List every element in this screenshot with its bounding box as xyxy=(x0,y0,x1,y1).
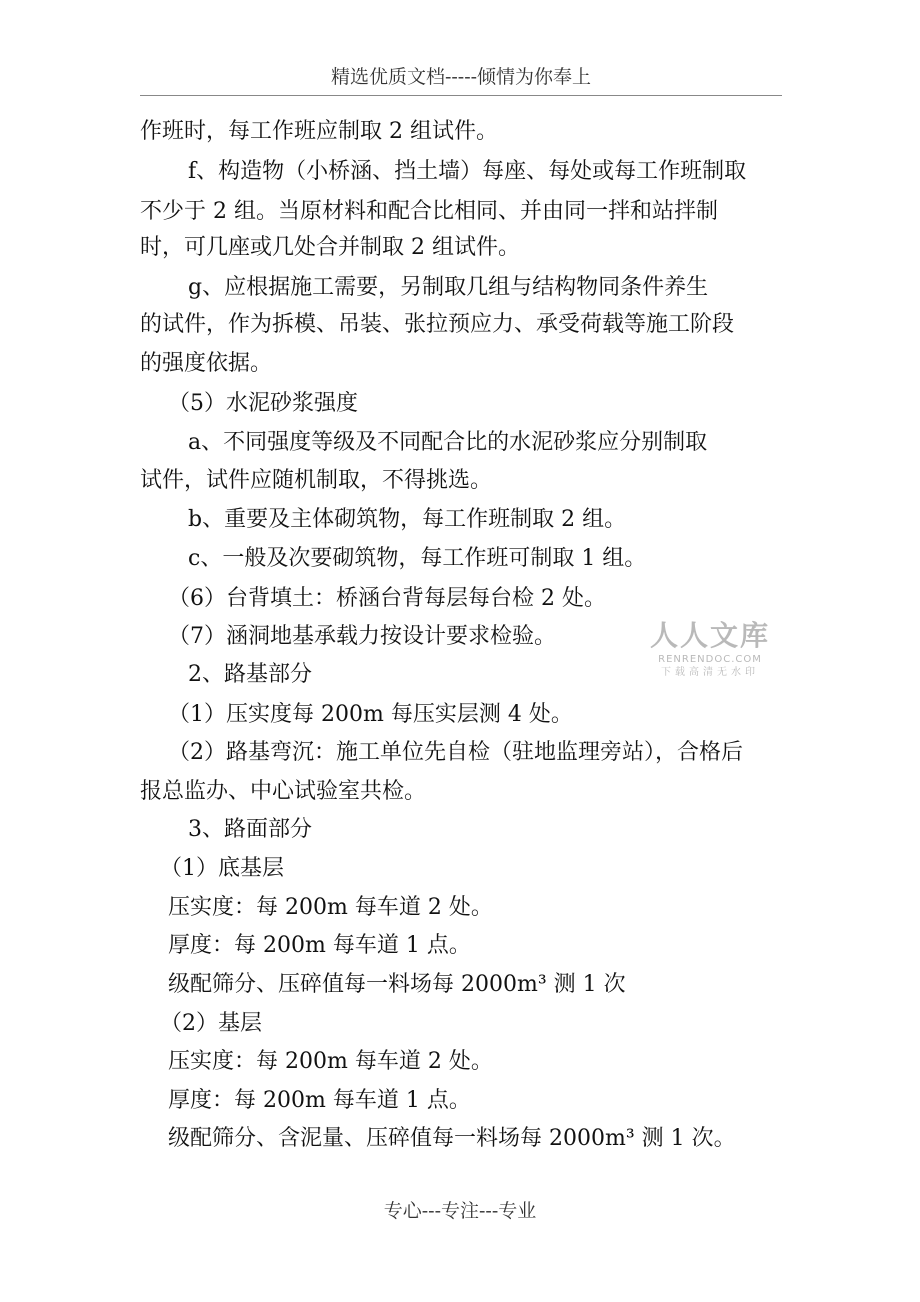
text-line: 不少于 2 组。当原材料和配合比相同、并由同一拌和站拌制 xyxy=(140,199,718,224)
section-heading: （5）水泥砂浆强度 xyxy=(168,391,358,416)
text-line: （2）路基弯沉：施工单位先自检（驻地监理旁站），合格后 xyxy=(168,740,743,765)
text-line: （6）台背填土：桥涵台背每层每台检 2 处。 xyxy=(168,586,606,611)
text-line: 时，可几座或几处合并制取 2 组试件。 xyxy=(140,235,520,260)
text-line: 级配筛分、压碎值每一料场每 2000m³ 测 1 次 xyxy=(168,972,626,997)
text-line: c、一般及次要砌筑物，每工作班可制取 1 组。 xyxy=(188,546,647,571)
watermark-slogan: 下载高清无水印 xyxy=(661,667,759,678)
page-header: 精选优质文档-----倾情为你奉上 xyxy=(140,62,782,96)
text-line: f、构造物（小桥涵、挡土墙）每座、每处或每工作班制取 xyxy=(188,159,747,184)
text-line: a、不同强度等级及不同配合比的水泥砂浆应分别制取 xyxy=(188,430,708,455)
watermark-domain: RENRENDOC.COM xyxy=(658,654,762,665)
section-heading: 2、路基部分 xyxy=(188,662,312,687)
text-line: 报总监办、中心试验室共检。 xyxy=(140,779,427,804)
text-line: 的强度依据。 xyxy=(140,351,273,376)
text-line: g、应根据施工需要，另制取几组与结构物同条件养生 xyxy=(188,275,709,300)
text-line: 作班时，每工作班应制取 2 组试件。 xyxy=(140,119,498,144)
text-line: 试件，试件应随机制取，不得挑选。 xyxy=(140,468,493,493)
text-line: 厚度：每 200m 每车道 1 点。 xyxy=(168,1088,471,1113)
text-line: 级配筛分、含泥量、压碎值每一料场每 2000m³ 测 1 次。 xyxy=(168,1126,736,1151)
sub-heading: （1）底基层 xyxy=(160,856,284,881)
text-line: b、重要及主体砌筑物，每工作班制取 2 组。 xyxy=(188,507,627,532)
sub-heading: （2）基层 xyxy=(160,1011,262,1036)
text-line: 压实度：每 200m 每车道 2 处。 xyxy=(168,1049,493,1074)
text-line: （7）涵洞地基承载力按设计要求检验。 xyxy=(168,624,556,649)
text-line: 厚度：每 200m 每车道 1 点。 xyxy=(168,933,471,958)
text-line: 的试件，作为拆模、吊装、张拉预应力、承受荷载等施工阶段 xyxy=(140,312,735,337)
section-heading: 3、路面部分 xyxy=(188,817,312,842)
text-line: （1）压实度每 200m 每压实层测 4 处。 xyxy=(168,702,573,727)
page-footer: 专心---专注---专业 xyxy=(383,1200,537,1222)
watermark-title: 人人文库 xyxy=(649,619,770,652)
watermark-logo xyxy=(644,619,776,680)
text-line: 压实度：每 200m 每车道 2 处。 xyxy=(168,895,493,920)
